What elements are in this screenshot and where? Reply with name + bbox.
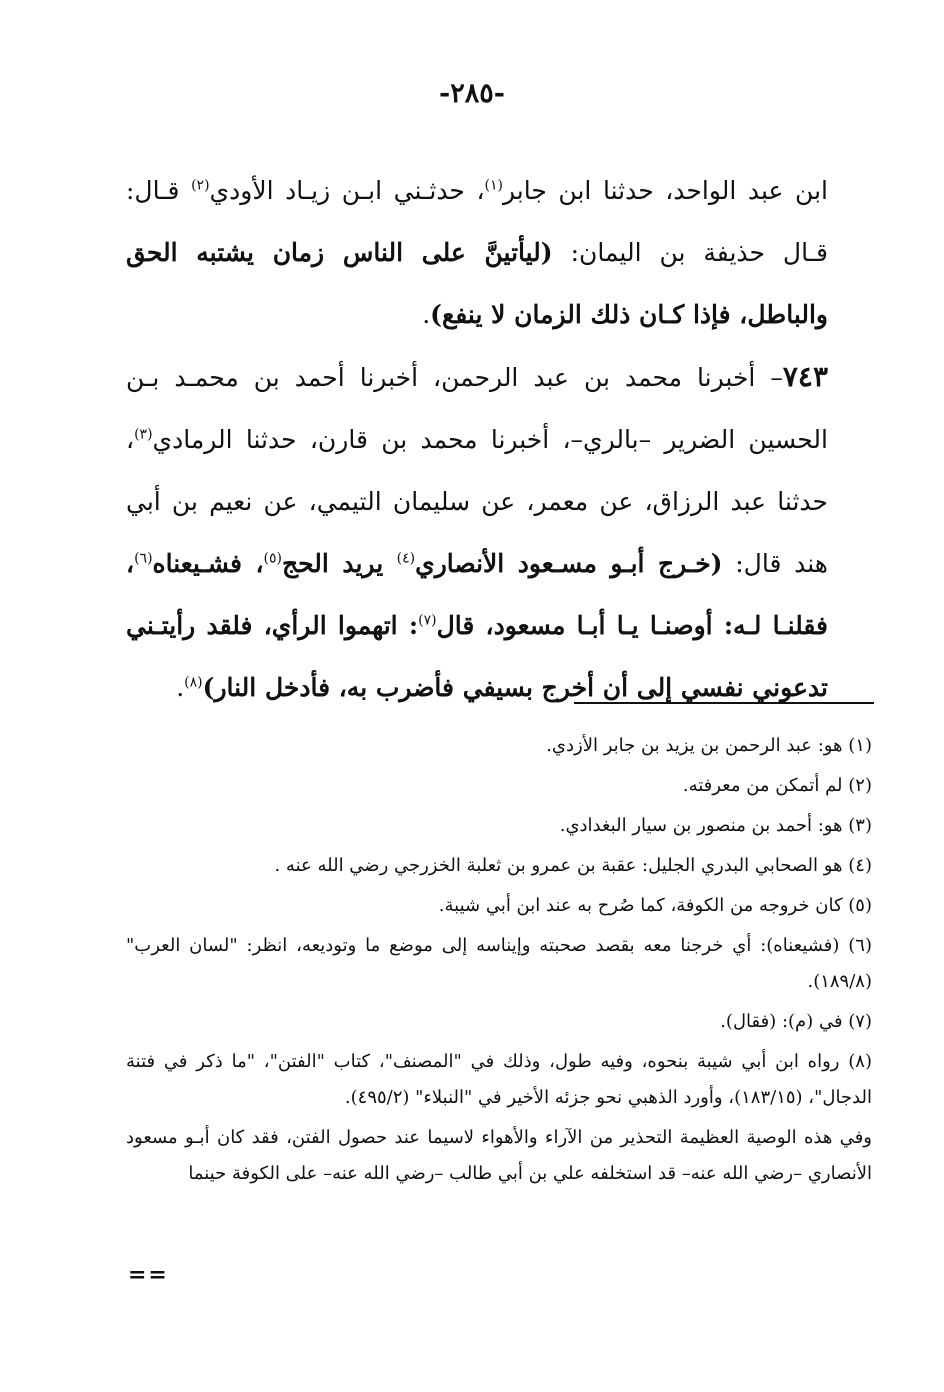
footnote-2: (٢) لم أتمكن من معرفته.: [682, 775, 872, 796]
paragraph-hudhayfa: [126, 160, 828, 346]
footnote-divider: [574, 702, 874, 704]
footnote-ref-3: (٣): [134, 426, 153, 443]
footnote-ref-7: (٧): [418, 612, 437, 629]
quote-bold: (ليأتينَّ على الناس زمان يشتبه الحق والباطل، فإذا كـان ذلك الزمان لا ينفع): [126, 238, 828, 329]
quote-bold: (خـرج أبـو مسـعود الأنصاري: [415, 549, 723, 578]
footnote-ref-2: (٢): [191, 177, 210, 194]
continuation-mark: ==: [128, 1262, 169, 1288]
footnote-4: (٤) هو الصحابي البدري الجليل: عقبة بن عمرو بن ثعلبة الخزرجي رضي الله عنه .: [274, 855, 872, 876]
footnote-ref-8: (٨): [184, 674, 203, 691]
paragraph-743: [126, 346, 828, 719]
page-number: -٢٨٥-: [439, 78, 505, 109]
footnote-ref-5: (٥): [263, 550, 283, 567]
text-span: ، حدثنا عبد الرزاق، عن معمر، عن سليمان التيمي، عن نعيم بن أبي هند قال:: [126, 425, 828, 578]
text-span: ابن عبد الواحد، حدثنا ابن جابر: [503, 176, 828, 205]
text-span: .: [176, 673, 185, 702]
footnote-7: (٧) في (م): (فقال).: [720, 1011, 872, 1032]
text-span: ، حدثـني ابـن زيـاد الأودي: [209, 176, 485, 205]
footnotes: [126, 728, 872, 1192]
quote-bold: : اتهموا الرأي، فلقد رأيتـني تدعوني نفسي إلى أن أخرج بسيفي فأضرب به، فأدخل النار): [126, 611, 828, 702]
quote-bold: يريد الحج: [282, 549, 397, 578]
footnote-5: (٥) كان خروجه من الكوفة، كما صُرح به عند ابن أبي شيبة.: [438, 895, 872, 916]
footnote-1: (١) هو: عبد الرحمن بن يزيد بن جابر الأزدي.: [546, 735, 872, 756]
text-span: قـال: قـال حذيفة بن اليمان:: [126, 176, 828, 267]
footnote-6: (٦) (فشيعناه): أي خرجنا معه بقصد صحبته وإيناسه إلى موضع ما وتوديعه، انظر: "لسان العرب" (١٨٩/٨).: [126, 935, 872, 992]
text-span: – أخبرنا محمد بن عبد الرحمن، أخبرنا أحمد بن محمـد بـن الحسين الضرير –بالري–، أخبرنا محمد بن قارن، حدثنا الرمادي: [126, 363, 828, 454]
hadith-number: ٧٤٣: [782, 360, 828, 393]
footnote-ref-4: (٤): [396, 550, 416, 567]
footnote-3: (٣) هو: أحمد بن منصور بن سيار البغدادي.: [559, 815, 872, 836]
quote-bold: ، فقلنـا لـه: أوصنـا يـا أبـا مسعود، قال: [126, 549, 829, 640]
footnote-8-continuation: وفي هذه الوصية العظيمة التحذير من الآراء والأهواء لاسيما عند حصول الفتن، فقد كان أبـو مسعود الأنصاري –رضي الله عنه– قد استخلفه علي بن أبي طالب –رضي الله عنه– على الكوفة حينما: [126, 1127, 872, 1184]
footnote-ref-6: (٦): [134, 550, 153, 567]
main-text: [126, 160, 828, 719]
footnote-ref-1: (١): [484, 177, 504, 194]
footnote-8: (٨) رواه ابن أبي شيبة بنحوه، وفيه طول، وذلك في "المصنف"، كتاب "الفتن"، "ما ذكر في فتنة الدجال"، (١٨٣/١٥)، وأورد الذهبي نحو جزئه الأخير في "النبلاء" (٤٩٥/٢).: [126, 1051, 872, 1108]
text-span: .: [422, 300, 431, 329]
quote-bold: ، فشـيعناه: [152, 549, 264, 578]
